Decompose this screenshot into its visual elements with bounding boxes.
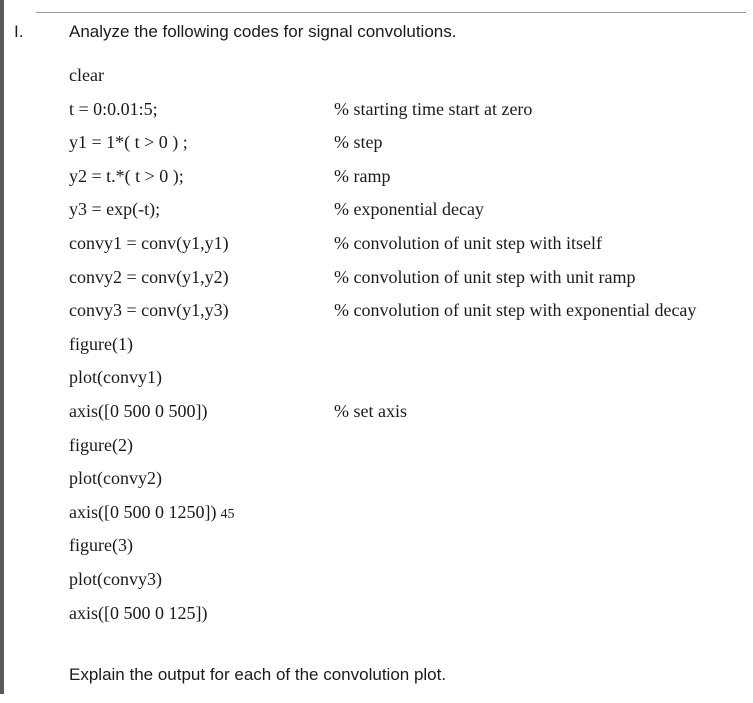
code-line: [69, 297, 749, 331]
code-line: [69, 230, 749, 264]
code-statement: convy3 = conv(y1,y3): [69, 300, 229, 321]
code-line: [69, 364, 749, 398]
code-statement: y2 = t.*( t > 0 );: [69, 165, 184, 186]
code-line: [69, 566, 749, 600]
code-line: [69, 62, 749, 96]
question-prompt: Analyze the following codes for signal convolutions.: [69, 22, 457, 41]
question-number: I.: [14, 22, 24, 41]
code-line: [69, 532, 749, 566]
code-line: [69, 432, 749, 466]
code-line: [69, 465, 749, 499]
code-comment: % convolution of unit step with itself: [334, 232, 602, 253]
page-left-border: [0, 0, 4, 694]
code-comment: % step: [334, 132, 383, 153]
code-statement-group: [69, 499, 234, 528]
code-statement: figure(3): [69, 535, 133, 556]
code-comment: % convolution of unit step with exponential decay: [334, 300, 697, 321]
code-statement: plot(convy2): [69, 468, 162, 489]
code-comment: % exponential decay: [334, 199, 484, 220]
code-statement: convy2 = conv(y1,y2): [69, 266, 229, 287]
code-line: [69, 163, 749, 197]
code-statement: clear: [69, 65, 104, 85]
code-line: [69, 600, 749, 634]
code-statement: axis([0 500 0 125]): [69, 602, 208, 623]
code-statement: plot(convy3): [69, 568, 162, 589]
code-statement: figure(2): [69, 434, 133, 455]
code-listing: [69, 62, 749, 633]
code-line: [69, 331, 749, 365]
instruction-text: Explain the output for each of the convolution plot.: [69, 665, 447, 684]
code-statement: convy1 = conv(y1,y1): [69, 232, 229, 253]
code-statement: plot(convy1): [69, 367, 162, 388]
code-line: [69, 129, 749, 163]
code-comment: % convolution of unit step with unit ramp: [334, 266, 636, 287]
code-statement: axis([0 500 0 500]): [69, 400, 208, 421]
code-line: [69, 196, 749, 230]
code-comment: % starting time start at zero: [334, 98, 533, 119]
code-statement: figure(1): [69, 333, 133, 354]
code-comment: % ramp: [334, 165, 391, 186]
code-statement: y1 = 1*( t > 0 ) ;: [69, 132, 188, 153]
code-statement: axis([0 500 0 1250]): [69, 501, 217, 522]
code-annotation: 45: [220, 506, 235, 522]
code-statement: y3 = exp(-t);: [69, 199, 161, 220]
code-line: [69, 96, 749, 130]
code-line: [69, 398, 749, 432]
top-divider: [36, 12, 746, 13]
code-statement: t = 0:0.01:5;: [69, 98, 158, 119]
code-comment: % set axis: [334, 400, 407, 421]
code-line: [69, 499, 749, 533]
code-line: [69, 264, 749, 298]
